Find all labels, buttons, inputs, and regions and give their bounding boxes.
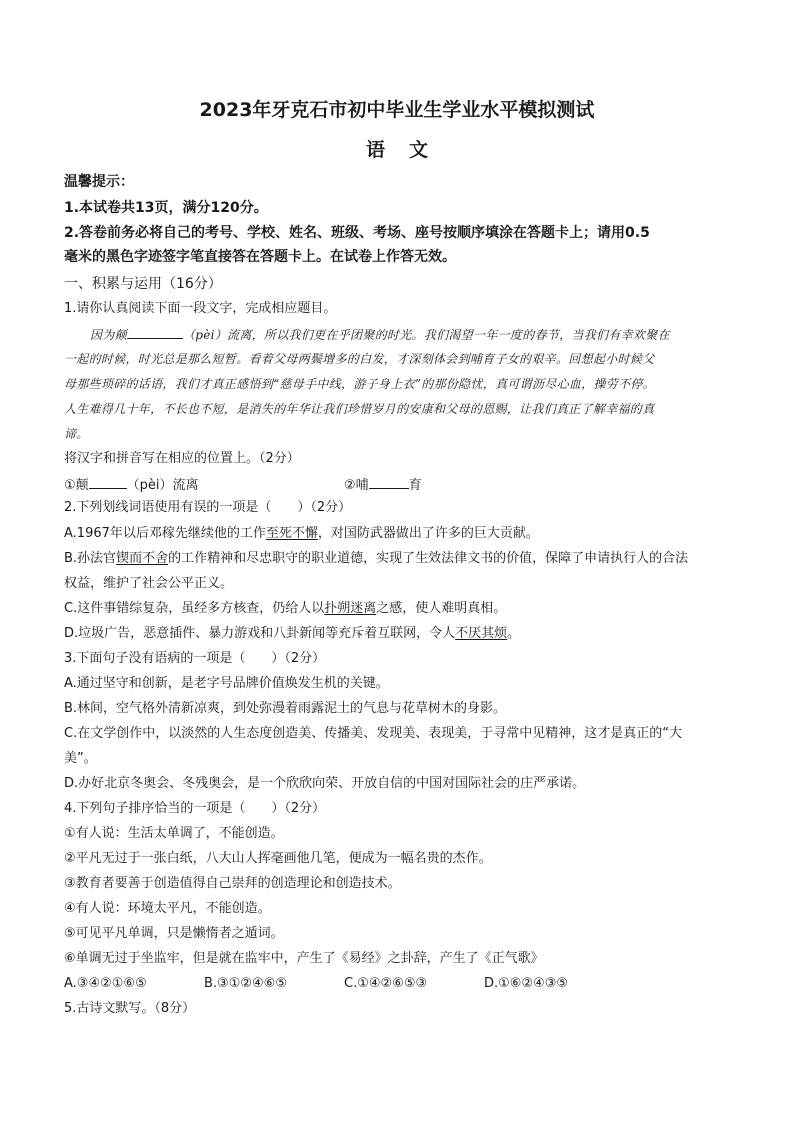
q1-answer-1-prefix: ①颠 [64,478,89,493]
q2-a-text: ，对国防武器做出了许多的巨大贡献。 [317,526,539,541]
q1-answer-2-blank [369,476,409,489]
q2-b-underlined: 锲而不舍 [116,551,169,566]
q4-option-a: A.③④②①⑥⑤ [64,976,147,991]
q1-passage-line-3: 母那些琐碎的话语，我们才真正感悟到“慈母手中线，游子身上衣”的那份隐忧，真可谓沥尽心血，操劳不停。 [64,377,655,391]
q4-sentence-6: ⑥单调无过于坐监牢，但是就在监牢中，产生了《易经》之卦辞，产生了《正气歌》 [64,951,544,966]
q1-answer-1 [64,476,199,494]
q2-option-b-line-2: 权益，维护了社会公平正义。 [64,576,234,591]
notice-heading: 温馨提示： [64,174,134,190]
q2-c-underlined: 扑朔迷离 [324,601,377,616]
q2-option-d [64,626,520,642]
q1-passage-blank [127,326,183,339]
notice-item-2-line-1: 2.答卷前务必将自己的考号、学校、姓名、班级、考场、座号按顺序填涂在答题卡上；请用0.5 [64,225,650,241]
q3-option-d: D.办好北京冬奥会、冬残奥会，是一个欣欣向荣、开放自信的中国对国际社会的庄严承诺。 [64,776,586,791]
q2-c-text: 之感，使人难明真相。 [376,601,507,616]
q1-passage-line-2: 一起的时候，时光总是那么短暂。看着父母两鬓增多的白发，才深刻体会到哺育子女的艰辛。回想起小时候父 [64,352,655,366]
q2-d-underlined: 不厌其烦 [455,626,508,641]
subject-title: 语文 [365,139,452,161]
q1-passage-text: （pèi）流离，所以我们更在乎团聚的时光。我们渴望一年一度的春节，当我们有幸欢聚在 [182,328,670,342]
q4-option-b: B.③①②④⑥⑤ [204,976,287,991]
q1-passage-line-5: 谛。 [64,427,89,441]
q1-answer-2-prefix: ②哺 [344,478,369,493]
q2-stem: 2.下列划线词语使用有误的一项是（ ）（2分） [64,500,352,515]
q2-d-text: 。 [507,626,521,641]
q2-a-text: A.1967年以后邓稼先继续他的工作 [64,526,266,541]
q4-sentence-2: ②平凡无过于一张白纸，八大山人挥毫画他几笔，便成为一幅名贵的杰作。 [64,851,492,866]
section-1-heading: 一、积累与运用（16分） [64,276,222,292]
q2-option-b [64,551,688,567]
q4-sentence-5: ⑤可见平凡单调，只是懒惰者之遁词。 [64,926,284,941]
q1-answer-1-blank [89,476,127,489]
notice-item-2-line-2: 毫米的黑色字迹签字笔直接答在答题卡上。在试卷上作答无效。 [64,249,456,265]
q1-instruction: 将汉字和拼音写在相应的位置上。（2分） [64,451,300,466]
q2-a-underlined: 至死不懈 [265,526,318,541]
q5-stem: 5.古诗文默写。（8分） [64,1001,196,1016]
q4-sentence-3: ③教育者要善于创造值得自己崇拜的创造理论和创造技术。 [64,876,401,891]
q2-option-c [64,601,506,617]
notice-item-1: 1.本试卷共13页，满分120分。 [64,200,268,216]
q4-option-d: D.①⑥②④③⑤ [484,976,569,991]
q2-d-text: D.垃圾广告，恶意插件、暴力游戏和八卦新闻等充斥着互联网，令人 [64,626,456,641]
q4-option-c: C.①④②⑥⑤③ [344,976,428,991]
q3-option-c-line-2: 美”。 [64,751,97,766]
exam-title: 2023年牙克石市初中毕业生学业水平模拟测试 [199,99,595,121]
q3-stem: 3.下面句子没有语病的一项是（ ）（2分） [64,651,326,666]
q1-answer-2-suffix: 育 [408,478,422,493]
q1-passage-line-1 [90,326,670,343]
q4-stem: 4.下列句子排序恰当的一项是（ ）（2分） [64,801,326,816]
q2-c-text: C.这件事错综复杂，虽经多方核查，仍给人以 [64,601,325,616]
q1-passage-text: 因为颠 [90,328,127,342]
q4-sentence-1: ①有人说：生活太单调了，不能创造。 [64,826,284,841]
q2-b-text: 的工作精神和尽忠职守的职业道德，实现了生效法律文书的价值，保障了申请执行人的合法 [168,551,689,566]
q4-sentence-4: ④有人说：环境太平凡，不能创造。 [64,901,271,916]
q1-stem: 1.请你认真阅读下面一段文字，完成相应题目。 [64,301,337,316]
q3-option-b: B.林间，空气格外清新凉爽，到处弥漫着雨露泥土的气息与花草树木的身影。 [64,701,507,716]
q1-answer-2 [344,476,422,494]
q3-option-c-line-1: C.在文学创作中，以淡然的人生态度创造美、传播美、发现美、表现美，于寻常中见精神，这才是真正的“大 [64,726,682,741]
q2-option-a [64,526,539,542]
q2-b-text: B.孙法官 [64,551,117,566]
q3-option-a: A.通过坚守和创新，是老字号品牌价值焕发生机的关键。 [64,676,389,691]
q1-passage-line-4: 人生难得几十年，不长也不短，是消失的年华让我们珍惜岁月的安康和父母的恩赐，让我们真正了解幸福的真 [64,402,655,416]
q1-answer-1-suffix: （pèi）流离 [126,478,199,493]
